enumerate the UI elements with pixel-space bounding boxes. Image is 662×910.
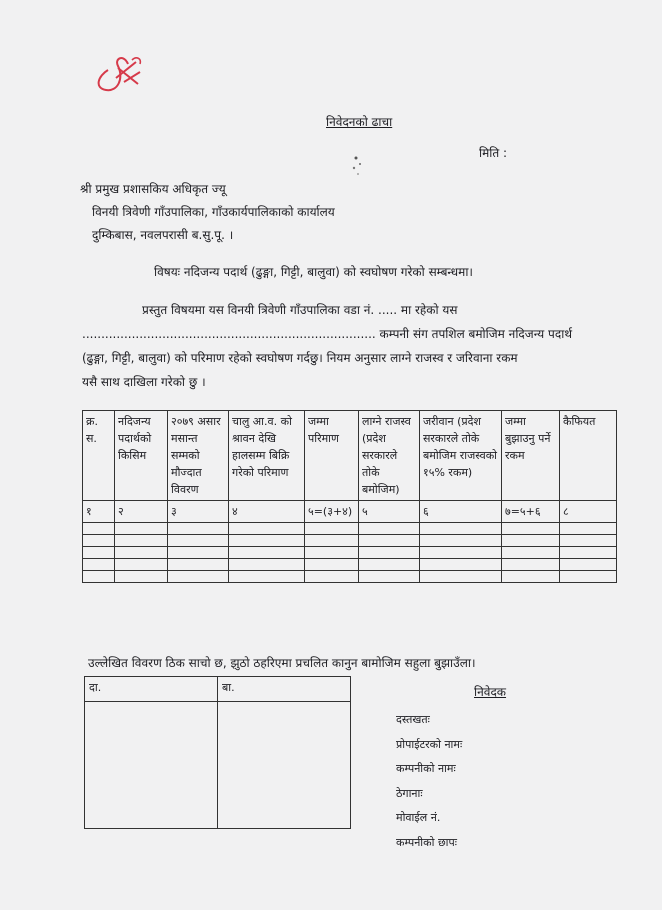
proprietor-field-label: प्रोपाईटरको नामः — [396, 738, 463, 751]
table-number-cell: ८ — [560, 501, 617, 523]
table-empty-cell — [115, 559, 168, 571]
table-empty-cell — [229, 559, 305, 571]
address-field-label: ठेगानाः — [396, 787, 423, 800]
table-empty-cell — [560, 535, 617, 547]
table-empty-cell — [560, 571, 617, 583]
table-empty-row — [83, 523, 617, 535]
recipient-line-1: श्री प्रमुख प्रशासकिय अधिकृत ज्यू — [80, 182, 226, 196]
body-line-2: ............................................................................. कम्पनी संग तपशिल बमोजिम नदिजन्य पदार्थ — [82, 327, 572, 341]
table-empty-cell — [229, 547, 305, 559]
table-header-cell: क्र. स. — [83, 411, 115, 501]
table-empty-cell — [115, 535, 168, 547]
table-empty-cell — [229, 571, 305, 583]
table-empty-cell — [420, 523, 502, 535]
table-empty-cell — [83, 547, 115, 559]
table-number-row — [83, 501, 617, 523]
body-line-3: (ढुङ्गा, गिट्टी, बालुवा) को परिमाण रहेको स्वघोषण गर्दछु। नियम अनुसार लाग्ने राजस्व र जरिवाना रकम — [82, 351, 518, 365]
table-empty-cell — [502, 535, 560, 547]
table-empty-cell — [420, 535, 502, 547]
table-header-cell: जम्मा परिमाण — [305, 411, 359, 501]
table-number-cell: ५=(३+४) — [305, 501, 359, 523]
table-empty-cell — [229, 523, 305, 535]
body-line-4: यसै साथ दाखिला गरेको छु । — [82, 375, 206, 389]
table-empty-cell — [305, 547, 359, 559]
table-empty-cell — [83, 523, 115, 535]
red-handwritten-mark — [88, 48, 158, 98]
left-thumb-label: दा. — [85, 677, 218, 702]
table-number-cell: ७=५+६ — [502, 501, 560, 523]
details-table — [82, 410, 617, 583]
table-empty-cell — [420, 559, 502, 571]
table-empty-cell — [359, 535, 420, 547]
table-number-cell: ३ — [168, 501, 229, 523]
table-number-cell: ५ — [359, 501, 420, 523]
table-empty-cell — [359, 523, 420, 535]
thumbprint-table — [84, 676, 351, 829]
table-number-cell: ६ — [420, 501, 502, 523]
document-title: निवेदनको ढाचा — [326, 115, 393, 129]
table-empty-cell — [83, 559, 115, 571]
table-empty-cell — [168, 559, 229, 571]
table-empty-cell — [502, 571, 560, 583]
table-number-cell: २ — [115, 501, 168, 523]
signature-field-label: दस्तखतः — [396, 713, 430, 726]
date-label: मिति : — [479, 146, 508, 160]
table-empty-cell — [115, 547, 168, 559]
table-empty-cell — [115, 523, 168, 535]
table-header-cell: जम्मा बुझाउनु पर्ने रकम — [502, 411, 560, 501]
company-field-label: कम्पनीको नामः — [396, 762, 456, 775]
table-empty-cell — [305, 559, 359, 571]
table-empty-cell — [168, 547, 229, 559]
table-number-cell: १ — [83, 501, 115, 523]
right-thumb-label: बा. — [218, 677, 351, 702]
table-empty-row — [83, 535, 617, 547]
table-empty-cell — [560, 523, 617, 535]
table-empty-cell — [560, 547, 617, 559]
table-empty-row — [83, 571, 617, 583]
table-empty-cell — [560, 559, 617, 571]
right-thumb-box — [218, 702, 351, 829]
table-empty-cell — [168, 523, 229, 535]
table-header-cell: चालु आ.व. को श्रावन देखि हालसम्म बिक्रि गरेको परिमाण — [229, 411, 305, 501]
table-empty-cell — [168, 571, 229, 583]
applicant-heading: निवेदक — [474, 685, 507, 699]
table-empty-cell — [168, 535, 229, 547]
recipient-line-3: दुम्किबास, नवलपरासी ब.सु.पू. । — [92, 228, 234, 242]
mobile-field-label: मोवाईल नं. — [396, 811, 441, 824]
declaration-line: उल्लेखित विवरण ठिक साचो छ, झुठो ठहरिएमा प्रचलित कानुन बामोजिम सहुला बुझाउँला। — [88, 656, 476, 670]
table-header-row — [83, 411, 617, 501]
left-thumb-box — [85, 702, 218, 829]
table-empty-cell — [359, 571, 420, 583]
table-empty-cell — [359, 559, 420, 571]
table-empty-cell — [83, 571, 115, 583]
table-header-cell: जरीवान (प्रदेश सरकारले तोके बमोजिम राजस्वको १५% रकम) — [420, 411, 502, 501]
table-empty-cell — [305, 535, 359, 547]
table-empty-cell — [502, 547, 560, 559]
table-empty-cell — [420, 571, 502, 583]
table-empty-cell — [359, 547, 420, 559]
table-empty-row — [83, 547, 617, 559]
table-empty-cell — [229, 535, 305, 547]
ink-smudge — [346, 152, 370, 182]
table-empty-cell — [305, 571, 359, 583]
table-empty-cell — [305, 523, 359, 535]
table-header-cell: कैफियत — [560, 411, 617, 501]
table-header-cell: २०७९ असार मसान्त सम्मको मौज्दात विवरण — [168, 411, 229, 501]
table-empty-row — [83, 559, 617, 571]
table-empty-cell — [83, 535, 115, 547]
recipient-line-2: विनयी त्रिवेणी गाँउपालिका, गाँउकार्यपालिकाको कार्यालय — [92, 205, 335, 219]
table-empty-cell — [502, 523, 560, 535]
table-empty-cell — [115, 571, 168, 583]
table-empty-cell — [420, 547, 502, 559]
company-stamp-label: कम्पनीको छापः — [396, 836, 457, 849]
table-header-cell: लाग्ने राजस्व (प्रदेश सरकारले तोके बमोजिम) — [359, 411, 420, 501]
body-line-1: प्रस्तुत विषयमा यस विनयी त्रिवेणी गाँउपालिका वडा नं. ..... मा रहेको यस — [142, 303, 458, 317]
subject-line: विषयः नदिजन्य पदार्थ (ढुङ्गा, गिट्टी, बालुवा) को स्वघोषण गरेको सम्बन्धमा। — [154, 265, 473, 279]
table-header-cell: नदिजन्य पदार्थको किसिम — [115, 411, 168, 501]
table-empty-cell — [502, 559, 560, 571]
table-number-cell: ४ — [229, 501, 305, 523]
